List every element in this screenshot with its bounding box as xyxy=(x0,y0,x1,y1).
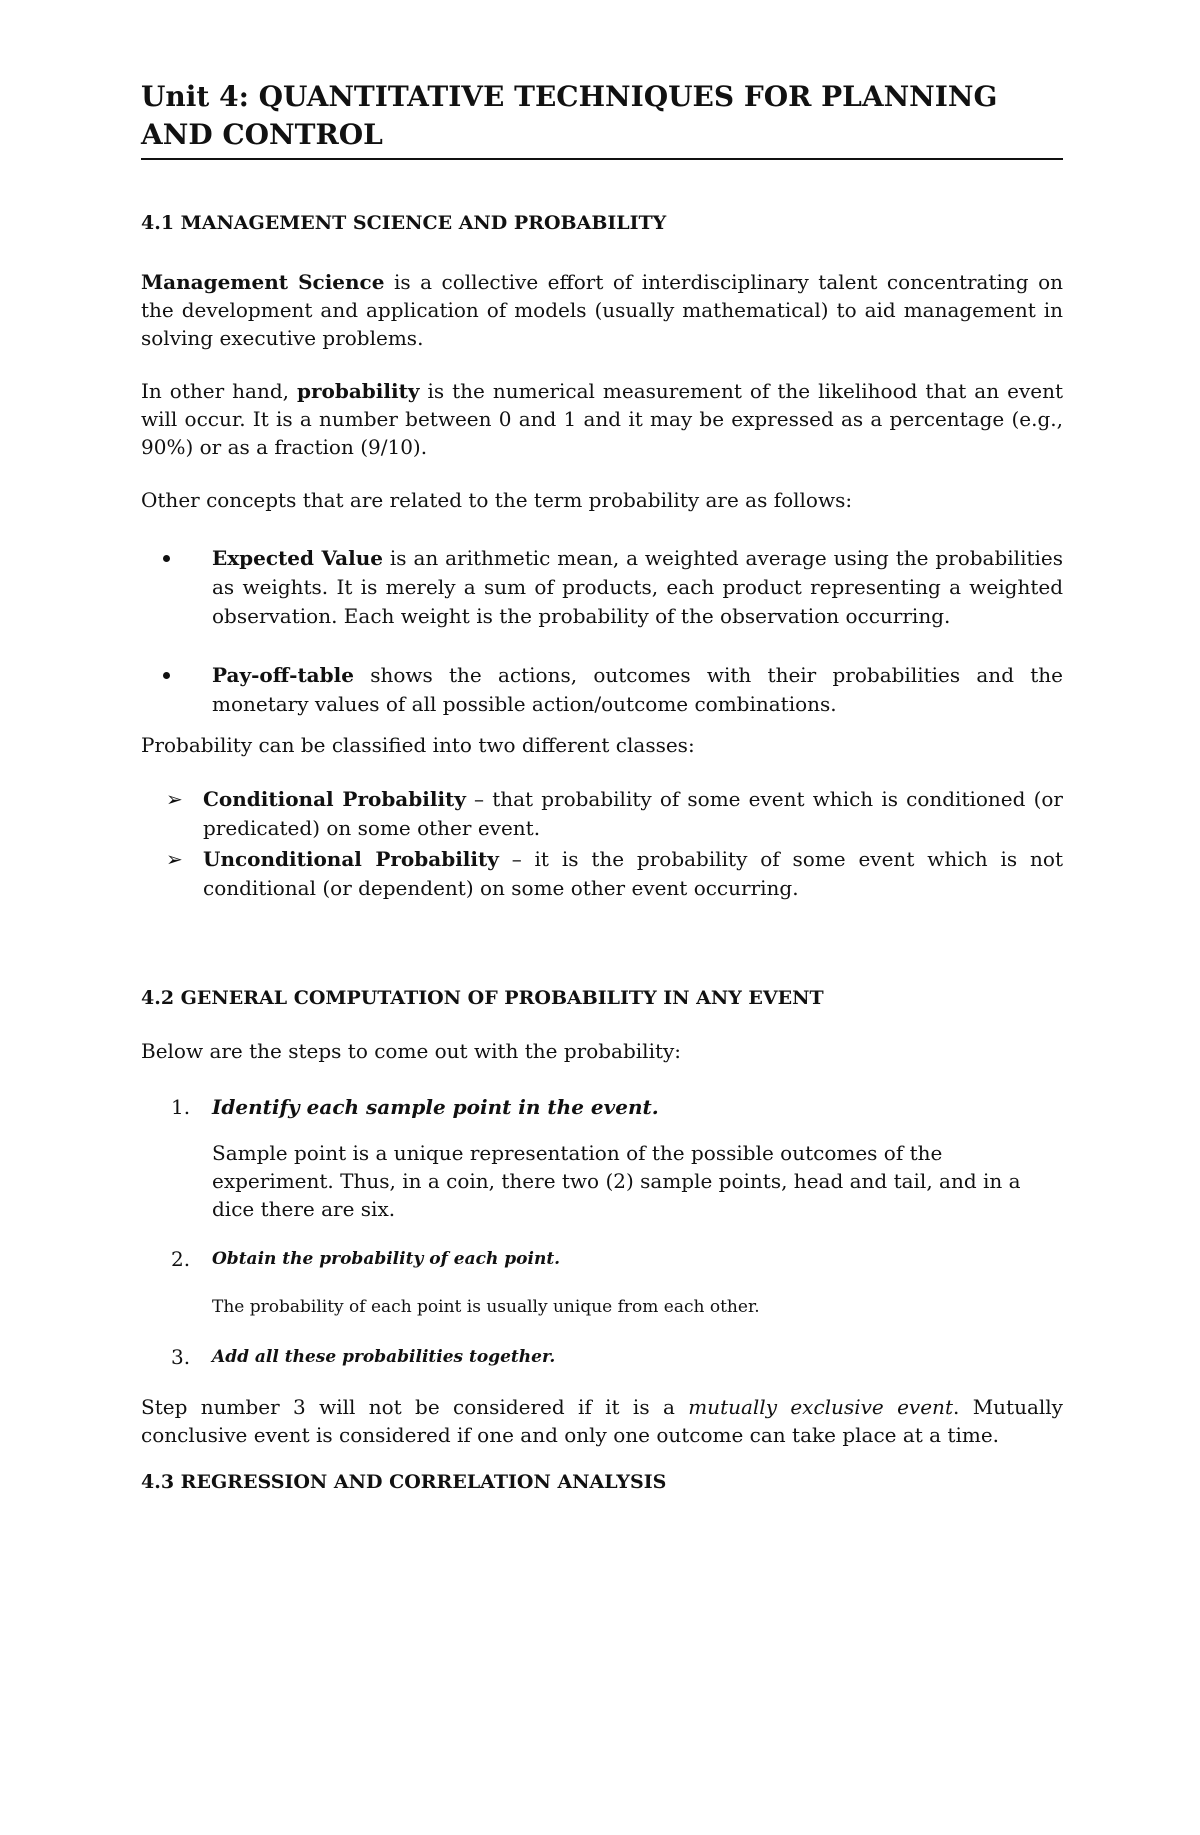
bullet-text: is an arithmetic mean, a weighted average using the probabilities as weights. It is merely a sum of products, each product representing a weighted observation. Each weight is the probability of the observation occurring. xyxy=(212,546,1063,628)
step-title: Add all these probabilities together. xyxy=(212,1347,556,1367)
class-text: – it is the probability of some event which is not conditional (or dependent) on some other event occurring. xyxy=(203,847,1063,900)
probability-term: probability xyxy=(297,379,420,403)
classes-list xyxy=(141,785,1063,903)
probability-paragraph xyxy=(141,377,1063,461)
bullet-icon xyxy=(163,672,170,679)
document-content xyxy=(141,78,1063,1495)
class-term: Unconditional Probability xyxy=(203,847,499,871)
concepts-list xyxy=(141,544,1063,719)
step-title: Identify each sample point in the event. xyxy=(212,1095,659,1119)
step-number: 3. xyxy=(171,1345,191,1369)
steps-intro-paragraph: Below are the steps to come out with the probability: xyxy=(141,1039,682,1063)
mutually-exclusive-note xyxy=(141,1393,1063,1449)
list-item xyxy=(141,845,1063,903)
step-description: The probability of each point is usually unique from each other. xyxy=(212,1297,760,1317)
probability-intro: In other hand, xyxy=(141,379,297,403)
list-item xyxy=(141,1245,1063,1321)
section-heading-4-1: 4.1 MANAGEMENT SCIENCE AND PROBABILITY xyxy=(141,212,667,234)
list-item xyxy=(141,1343,1063,1371)
bullet-icon xyxy=(163,555,170,562)
list-item xyxy=(141,661,1063,719)
list-item xyxy=(141,785,1063,843)
probability-text: is the numerical measurement of the likelihood that an event will occur. It is a number between 0 and 1 and it may be expressed as a percentage (e.g., 90%) or as a fraction (9/10). xyxy=(141,379,1063,459)
step-number: 2. xyxy=(171,1247,191,1271)
class-term: Conditional Probability xyxy=(203,787,466,811)
management-science-paragraph xyxy=(141,268,1063,352)
arrow-bullet-icon: ➢ xyxy=(166,847,183,871)
step-number: 1. xyxy=(171,1095,191,1119)
management-science-text: is a collective effort of interdisciplinary talent concentrating on the development and application of models (usually mathematical) to aid management in solving executive problems. xyxy=(141,270,1064,350)
other-concepts-paragraph: Other concepts that are related to the term probability are as follows: xyxy=(141,488,853,512)
section-heading-4-2: 4.2 GENERAL COMPUTATION OF PROBABILITY IN ANY EVENT xyxy=(141,987,824,1009)
note-after: . Mutually conclusive event is considered if one and only one outcome can take place at a time. xyxy=(141,1395,1063,1447)
note-before: Step number 3 will not be considered if it is a xyxy=(141,1395,689,1419)
step-title: Obtain the probability of each point. xyxy=(212,1249,561,1269)
class-text: – that probability of some event which is conditioned (or predicated) on some other event. xyxy=(203,787,1063,840)
arrow-bullet-icon: ➢ xyxy=(166,787,183,811)
bullet-text: shows the actions, outcomes with their probabilities and the monetary values of all possible action/outcome combinations. xyxy=(212,663,1063,716)
unit-title: Unit 4: QUANTITATIVE TECHNIQUES FOR PLANNING AND CONTROL xyxy=(141,78,1063,160)
bullet-term: Pay-off-table xyxy=(212,663,354,687)
bullet-term: Expected Value xyxy=(212,546,383,570)
section-heading-4-3: 4.3 REGRESSION AND CORRELATION ANALYSIS xyxy=(141,1471,667,1493)
classes-intro-paragraph: Probability can be classified into two different classes: xyxy=(141,733,695,757)
list-item xyxy=(141,544,1063,631)
steps-list xyxy=(141,1093,1063,1371)
note-italic: mutually exclusive event xyxy=(688,1395,953,1419)
step-description: Sample point is a unique representation of the possible outcomes of the experiment. Thus, in a coin, there two (2) sample points, head and tail, and in a dice there are six. xyxy=(212,1141,1021,1221)
management-science-term: Management Science xyxy=(141,270,385,294)
list-item xyxy=(141,1093,1063,1223)
